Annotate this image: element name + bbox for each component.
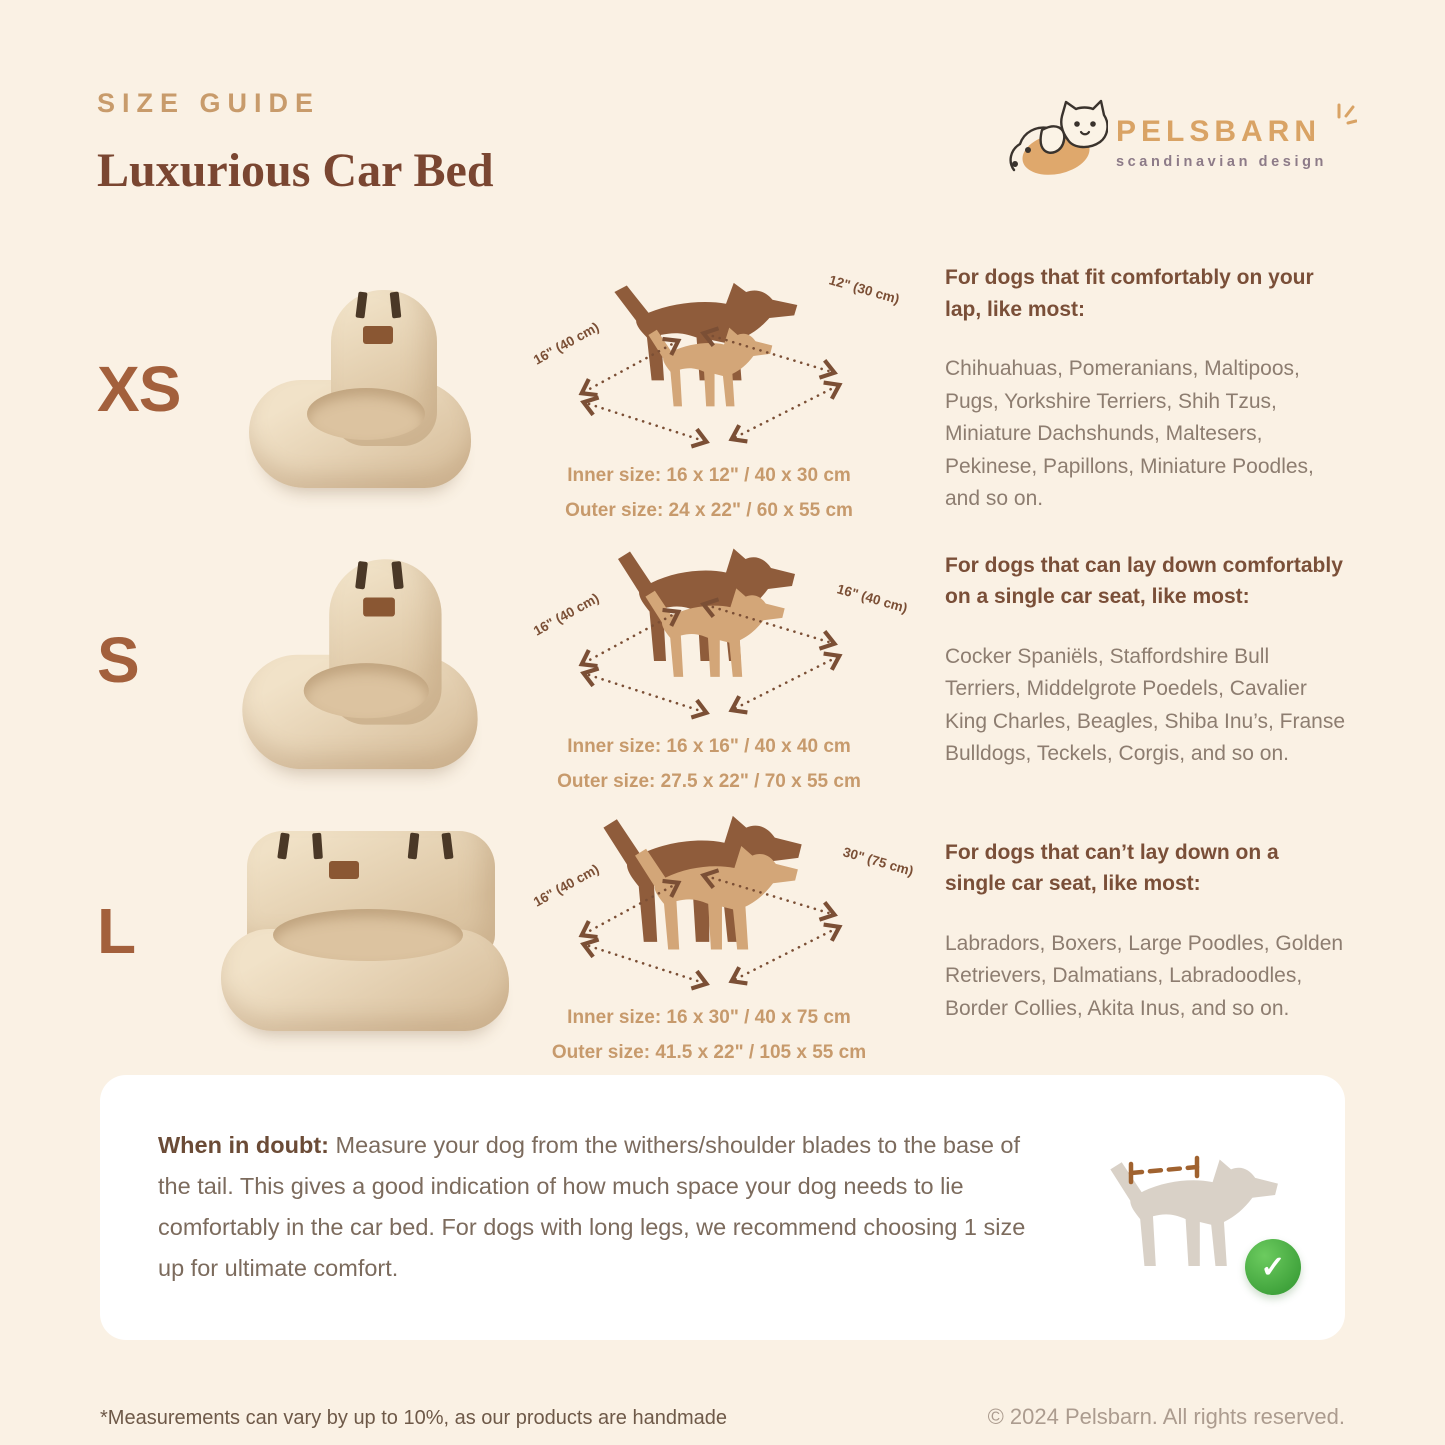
footer-copyright: © 2024 Pelsbarn. All rights reserved. bbox=[987, 1403, 1345, 1429]
description-s bbox=[893, 550, 1353, 771]
footer bbox=[0, 1340, 1445, 1430]
header-titles bbox=[97, 88, 494, 198]
bed-label-tag bbox=[329, 861, 359, 879]
dogs-diagram-s-svg bbox=[544, 521, 874, 727]
dimension-label-left: 16" (40 cm) bbox=[530, 861, 602, 910]
measured-dog-illustration bbox=[1079, 1127, 1289, 1287]
measure-line-icon bbox=[1131, 1158, 1197, 1182]
dogs-diagram-l-svg bbox=[544, 792, 874, 998]
inner-size: Inner size: 16 x 30" / 40 x 75 cm bbox=[567, 1007, 851, 1028]
size-row-l bbox=[97, 792, 1353, 1063]
size-rows bbox=[0, 198, 1445, 1063]
checkmark-icon: ✓ bbox=[1245, 1239, 1301, 1295]
note-body: Measure your dog from the withers/shoulder blades to the base of the tail. This gives a good indication of how much space your dog needs to lie comfortably in the car bed. For dogs with long legs, we recommend choosing 1 size up for ultimate comfort. bbox=[158, 1132, 1026, 1282]
description-heading: For dogs that fit comfortably on your lap, like most: bbox=[945, 266, 1314, 321]
logo-text bbox=[1116, 115, 1353, 170]
page-title: Luxurious Car Bed bbox=[97, 144, 494, 197]
dimension-label-left: 16" (40 cm) bbox=[530, 590, 602, 639]
note-lead: When in doubt: bbox=[158, 1132, 329, 1158]
product-photo-xs bbox=[215, 290, 525, 488]
breed-list: Labradors, Boxers, Large Poodles, Golden Retrievers, Dalmatians, Labradoodles, Border Collies, Akita Inus, and so on. bbox=[945, 931, 1344, 1020]
description-heading: For dogs that can’t lay down on a single car seat, like most: bbox=[945, 840, 1279, 896]
inner-size: Inner size: 16 x 12" / 40 x 30 cm bbox=[567, 465, 851, 486]
brand-name: PELSBARN bbox=[1115, 115, 1321, 148]
dogs-diagram-xs-svg bbox=[544, 250, 874, 456]
header bbox=[0, 0, 1445, 198]
product-photo-l bbox=[215, 831, 525, 1031]
sparkle-icon bbox=[1327, 99, 1357, 130]
diagram-s bbox=[525, 521, 909, 799]
outer-size: Outer size: 41.5 x 22" / 105 x 55 cm bbox=[551, 1042, 867, 1064]
description-heading: For dogs that can lay down comfortably on a single car seat, like most: bbox=[945, 553, 1343, 609]
size-label-s: S bbox=[97, 624, 139, 697]
pelsbarn-logo bbox=[1004, 94, 1353, 191]
breed-list: Cocker Spaniëls, Staffordshire Bull Terriers, Middelgrote Poedels, Cavalier King Charles, Beagles, Shiba Inu’s, Franse Bulldogs, Teckels, Corgis, and so on. bbox=[945, 644, 1346, 766]
measurement-note-card bbox=[100, 1075, 1345, 1340]
note-text bbox=[158, 1125, 1043, 1290]
sizes-text-s bbox=[557, 729, 861, 799]
breed-list: Chihuahuas, Pomeranians, Maltipoos, Pugs, Yorkshire Terriers, Shih Tzus, Miniature Dachshunds, Maltesers, Pekinese, Papillons, Miniature Poodles, and so on. bbox=[945, 357, 1314, 511]
size-row-s bbox=[97, 521, 1353, 792]
dimension-label-right: 16" (40 cm) bbox=[834, 581, 909, 616]
bed-label-tag bbox=[363, 326, 393, 344]
eyebrow-size-guide: SIZE GUIDE bbox=[97, 88, 321, 118]
dimension-label-right: 12" (30 cm) bbox=[826, 272, 901, 307]
description-xs bbox=[893, 262, 1353, 516]
dimension-label-right: 30" (75 cm) bbox=[840, 844, 915, 879]
description-l bbox=[893, 837, 1353, 1026]
bed-label-tag bbox=[363, 598, 395, 617]
product-photo-s bbox=[215, 561, 525, 759]
diagram-l bbox=[525, 792, 915, 1070]
size-row-xs bbox=[97, 250, 1353, 521]
cat-dog-lineart-icon bbox=[1004, 94, 1108, 191]
size-label-l: L bbox=[97, 895, 136, 968]
inner-size: Inner size: 16 x 16" / 40 x 40 cm bbox=[567, 736, 851, 757]
brand-tagline: scandinavian design bbox=[1115, 154, 1327, 170]
footer-disclaimer: *Measurements can vary by up to 10%, as our products are handmade bbox=[100, 1406, 728, 1429]
sizes-text-l bbox=[552, 1000, 866, 1070]
size-label-xs: XS bbox=[97, 353, 181, 426]
sizes-text-xs bbox=[565, 458, 853, 528]
outer-size: Outer size: 24 x 22" / 60 x 55 cm bbox=[565, 500, 853, 522]
outer-size: Outer size: 27.5 x 22" / 70 x 55 cm bbox=[557, 771, 861, 793]
dimension-label-left: 16" (40 cm) bbox=[530, 319, 602, 368]
diagram-xs bbox=[525, 250, 901, 528]
